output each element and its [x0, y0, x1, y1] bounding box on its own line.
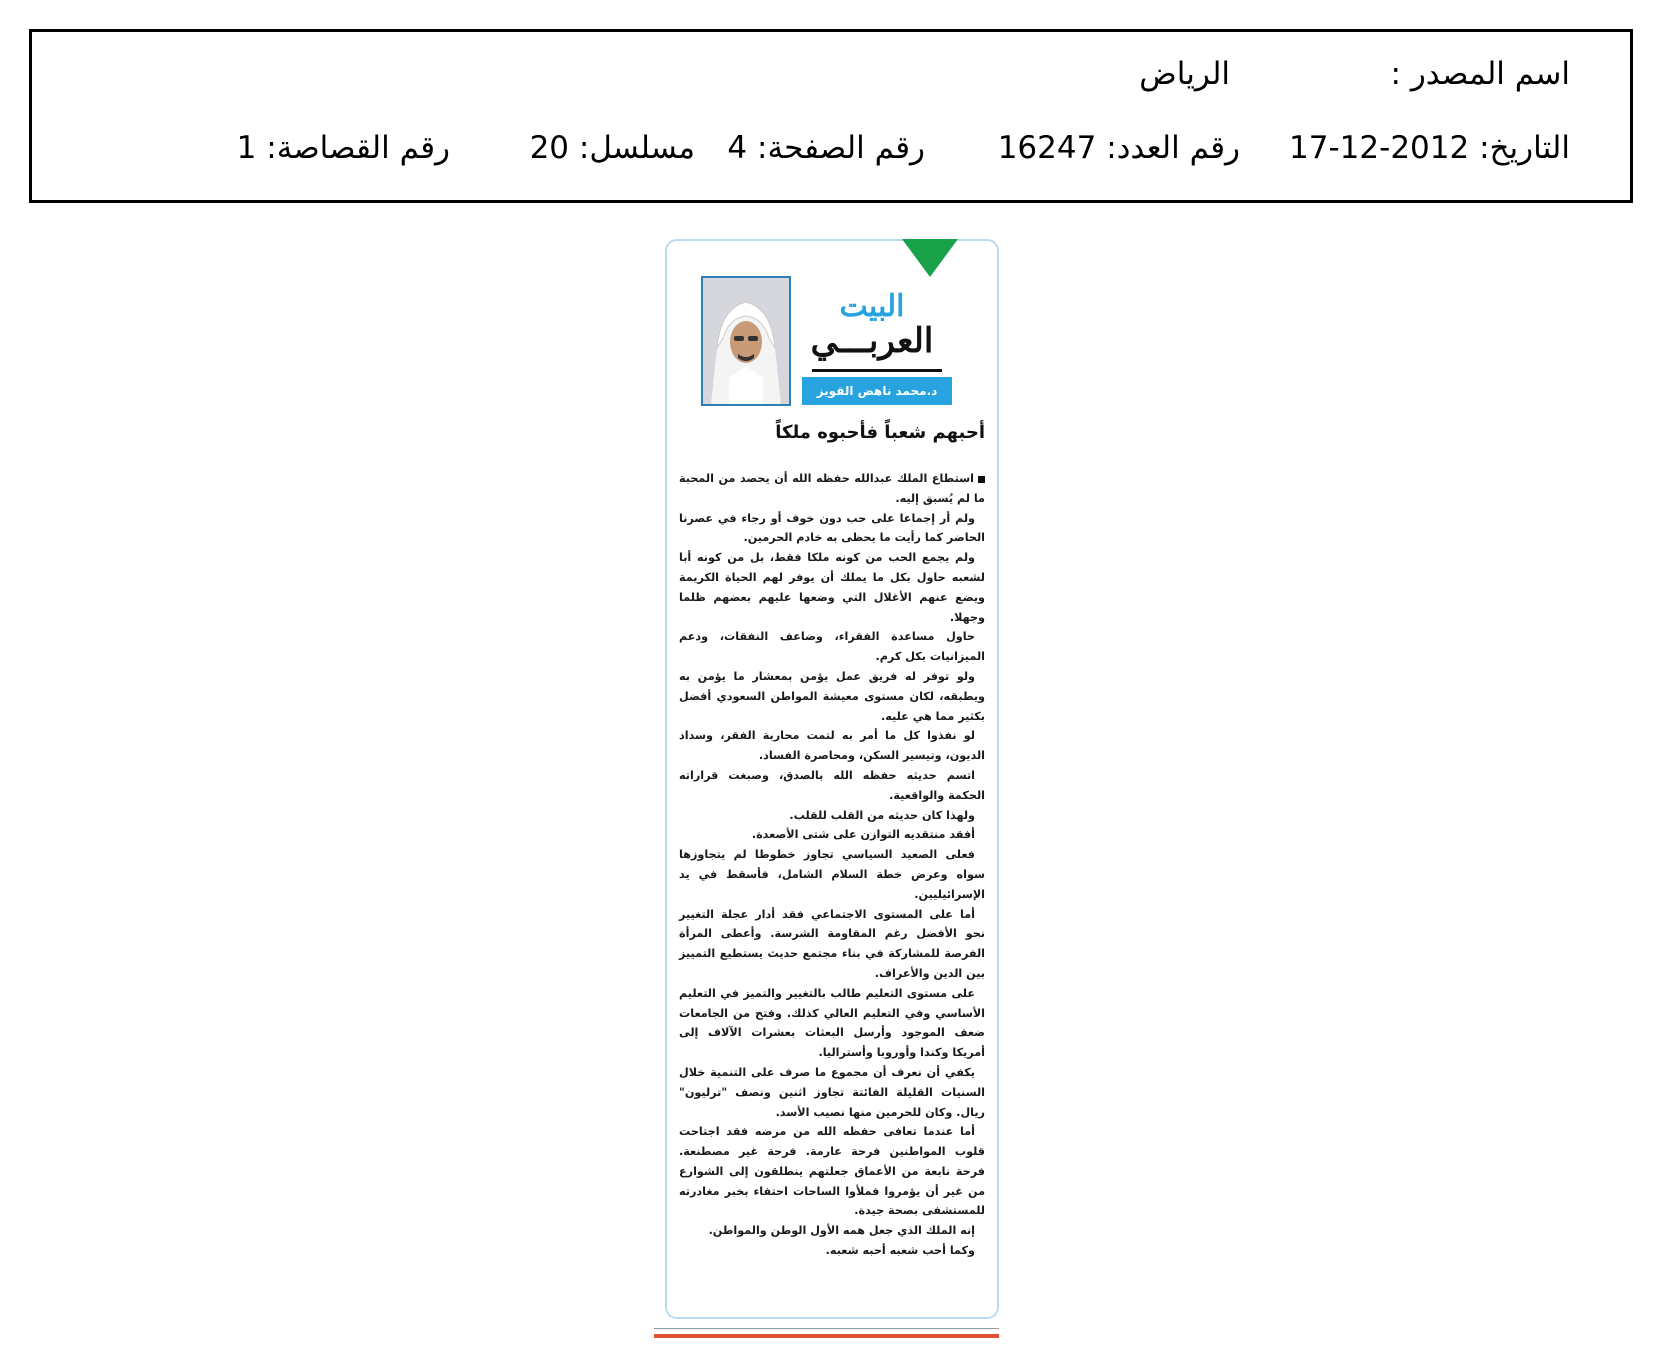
article-paragraph: أما عندما تعافى حفظه الله من مرضه فقد اجتاحت قلوب المواطنين فرحة عارمة. فرحة غير مصطنعة. فرحة نابعة من الأعماق جعلتهم ينطلقون إلى الشوارع من غير أن يؤمروا فملأوا الساحات احتفاء بخبر مغادرته للمستشفى بصحة جيدة. — [679, 1125, 985, 1218]
date-field — [1289, 128, 1570, 168]
author-photo — [701, 276, 791, 406]
author-portrait-image — [703, 278, 789, 404]
page-bottom-rules — [654, 1328, 999, 1338]
column-logo-main: العربـــي — [810, 321, 934, 361]
article-paragraph: ولم أر إجماعا على حب دون خوف أو رجاء في عصرنا الحاضر كما رأيت ما يحظى به خادم الحرمين. — [679, 511, 985, 545]
article-paragraph: يكفي أن نعرف أن مجموع ما صرف على التنمية خلال السنيات القليلة الفائتة تجاوز اثنين ونصف "ترليون" ريال. وكان للحرمين منها نصيب الأسد. — [679, 1065, 985, 1119]
article-body — [679, 469, 985, 1261]
bullet-square-icon — [978, 476, 985, 483]
column-logo — [802, 291, 942, 371]
article-paragraph: أما على المستوى الاجتماعي فقد أدار عجلة التغيير نحو الأفضل رغم المقاومة الشرسة. وأعطى المرأة الفرصة للمشاركة في بناء مجتمع حديث يستطيع التمييز بين الدين والأعراف. — [679, 907, 985, 980]
article-paragraph: إنه الملك الذي جعل همه الأول الوطن والمواطن. — [708, 1224, 975, 1238]
article-paragraph: حاول مساعدة الفقراء، وضاعف النفقات، ودعم الميزانيات بكل كرم. — [679, 630, 985, 664]
page-field — [727, 128, 925, 168]
article-paragraph: ولهذا كان حديثه من القلب للقلب. — [789, 808, 975, 822]
issue-field — [998, 128, 1240, 168]
serial-value: 20 — [529, 130, 570, 166]
page-label: رقم الصفحة: — [757, 130, 925, 166]
column-logo-top: البيت — [839, 289, 905, 324]
article-paragraph: لو نفذوا كل ما أمر به لتمت محاربة الفقر، وسداد الديون، وتيسير السكن، ومحاصرة الفساد. — [679, 729, 985, 763]
green-triangle-marker — [902, 239, 958, 277]
author-name-tag: د.محمد ناهض القويز — [802, 377, 952, 405]
grey-rule — [654, 1328, 999, 1329]
page-value: 4 — [727, 130, 748, 166]
source-label: اسم المصدر : — [1390, 56, 1570, 92]
date-label: التاريخ: — [1479, 130, 1570, 166]
clip-number-field — [237, 128, 450, 168]
clip-number-value: 1 — [236, 130, 257, 166]
issue-label: رقم العدد: — [1106, 130, 1240, 166]
logo-underline — [812, 369, 942, 372]
red-rule — [654, 1334, 999, 1338]
article-paragraph: فعلى الصعيد السياسي تجاوز خطوطا لم يتجاوزها سواه وعرض خطة السلام الشامل، فأسقط في يد الإسرائيليين. — [679, 848, 985, 901]
serial-label: مسلسل: — [578, 130, 695, 166]
article-paragraph: استطاع الملك عبدالله حفظه الله أن يحصد من المحبة ما لم يُسبق إليه. — [679, 472, 985, 505]
article-headline: أحبهم شعباً فأحبوه ملكاً — [775, 422, 985, 443]
issue-value: 16247 — [997, 130, 1097, 166]
newspaper-clipping — [665, 239, 999, 1319]
serial-field — [530, 128, 695, 168]
clip-number-label: رقم القصاصة: — [266, 130, 450, 166]
article-paragraph: اتسم حديثه حفظه الله بالصدق، وصبغت قراراته الحكمة والواقعية. — [679, 768, 985, 802]
source-value: الرياض — [1139, 56, 1230, 92]
date-value: 2012-12-17 — [1289, 130, 1470, 166]
article-paragraph: ولم يجمع الحب من كونه ملكا فقط، بل من كونه أبا لشعبه حاول بكل ما يملك أن يوفر لهم الحياة الكريمة ويضع عنهم الأغلال التي وضعها عليهم بعضهم ظلما وجهلا. — [679, 551, 985, 624]
article-paragraph: أفقد منتقديه التوازن على شتى الأصعدة. — [751, 828, 975, 842]
article-paragraph: وكما أحب شعبه أحبه شعبه. — [825, 1244, 975, 1258]
metadata-box — [29, 29, 1633, 203]
article-paragraph: ولو توفر له فريق عمل يؤمن بمعشار ما يؤمن به ويطبقه، لكان مستوى معيشة المواطن السعودي أفضل بكثير مما هي عليه. — [679, 669, 985, 723]
article-paragraph: على مستوى التعليم طالب بالتغيير والتميز في التعليم الأساسي وفي التعليم العالي كذلك. وفتح من الجامعات ضعف الموجود وأرسل البعثات بعشرات الآلاف إلى أمريكا وكندا وأوروبا وأستراليا. — [679, 986, 985, 1060]
